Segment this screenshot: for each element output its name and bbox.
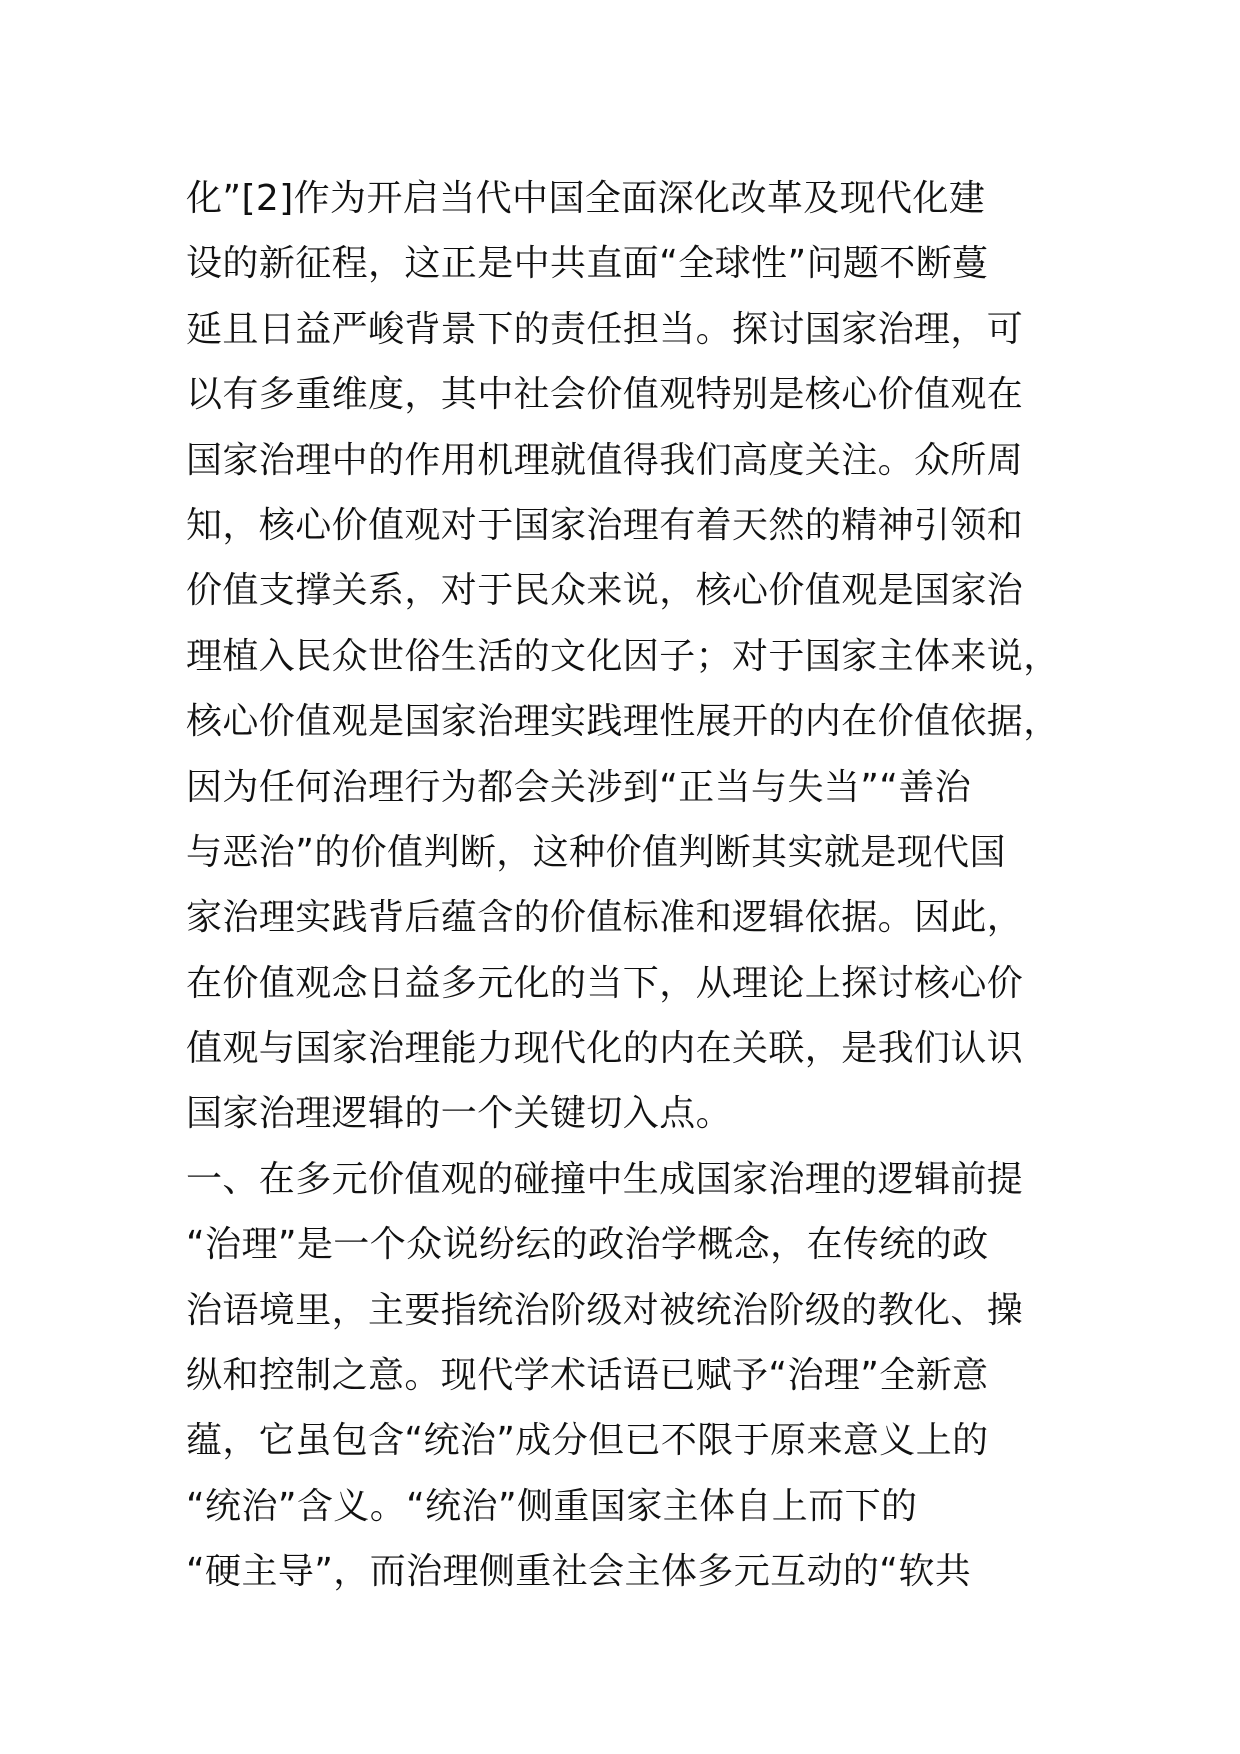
text-line: 在价值观念日益多元化的当下，从理论上探讨核心价 bbox=[186, 962, 1024, 1004]
text-line: 设的新征程，这正是中共直面“全球性”问题不断蔓 bbox=[186, 243, 989, 285]
text-line: “统治”含义。“统治”侧重国家主体自上而下的 bbox=[186, 1485, 918, 1527]
text-line: 核心价值观是国家治理实践理性展开的内在价值依据， bbox=[186, 701, 1060, 743]
text-line: 以有多重维度，其中社会价值观特别是核心价值观在 bbox=[186, 374, 1024, 416]
text-line: 国家治理中的作用机理就值得我们高度关注。众所周 bbox=[186, 439, 1024, 481]
text-line: 知，核心价值观对于国家治理有着天然的精神引领和 bbox=[186, 504, 1024, 546]
text-line: 理植入民众世俗生活的文化因子；对于国家主体来说， bbox=[186, 635, 1060, 677]
text-line: “治理”是一个众说纷纭的政治学概念，在传统的政 bbox=[186, 1224, 989, 1266]
section-heading: 一、在多元价值观的碰撞中生成国家治理的逻辑前提 bbox=[186, 1158, 1024, 1200]
text-line: 蕴，它虽包含“统治”成分但已不限于原来意义上的 bbox=[186, 1420, 989, 1462]
text-line: 化”[2]作为开启当代中国全面深化改革及现代化建 bbox=[186, 178, 986, 219]
text-line: 国家治理逻辑的一个关键切入点。 bbox=[186, 1093, 733, 1135]
text-line: 值观与国家治理能力现代化的内在关联，是我们认识 bbox=[186, 1028, 1024, 1070]
text-line: 家治理实践背后蕴含的价值标准和逻辑依据。因此， bbox=[186, 897, 1024, 939]
text-line: 因为任何治理行为都会关涉到“正当与失当”“善治 bbox=[186, 766, 972, 808]
text-line: 纵和控制之意。现代学术话语已赋予“治理”全新意 bbox=[186, 1355, 989, 1397]
text-line: 治语境里，主要指统治阶级对被统治阶级的教化、操 bbox=[186, 1289, 1024, 1331]
text-line: “硬主导”，而治理侧重社会主体多元互动的“软共 bbox=[186, 1551, 972, 1593]
body-text bbox=[186, 166, 1086, 1605]
text-line: 价值支撑关系，对于民众来说，核心价值观是国家治 bbox=[186, 570, 1024, 612]
text-line: 与恶治”的价值判断，这种价值判断其实就是现代国 bbox=[186, 831, 1006, 873]
text-line: 延且日益严峻背景下的责任担当。探讨国家治理，可 bbox=[186, 308, 1024, 350]
